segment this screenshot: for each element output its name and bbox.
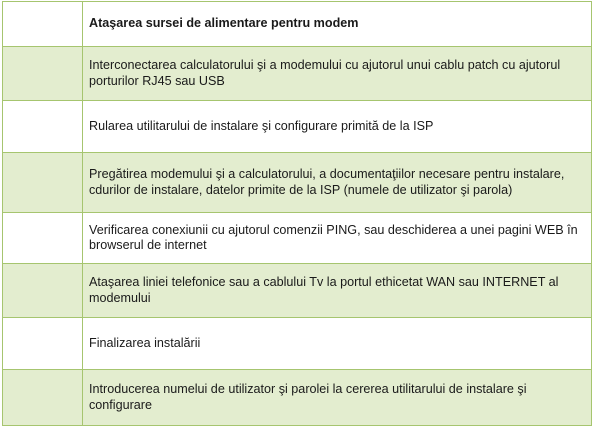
step-number-cell [3, 213, 83, 264]
step-text-cell: Interconectarea calculatorului şi a modemului cu ajutorul unui cablu patch cu ajutorul porturilor RJ45 sau USB [83, 47, 592, 101]
table-row [3, 264, 592, 318]
step-number-cell [3, 47, 83, 101]
table-row [3, 101, 592, 153]
step-text-cell: Pregătirea modemului şi a calculatorului, a documentaţiilor necesare pentru instalare, cdurilor de instalare, datelor primite de la ISP (numele de utilizator şi parola) [83, 153, 592, 213]
table-row [3, 213, 592, 264]
step-number-cell [3, 264, 83, 318]
table-row [3, 318, 592, 370]
table-row [3, 47, 592, 101]
step-number-cell [3, 153, 83, 213]
table-row [3, 153, 592, 213]
step-number-cell [3, 318, 83, 370]
step-text-cell: Verificarea conexiunii cu ajutorul comenzii PING, sau deschiderea a unei pagini WEB în browserul de internet [83, 213, 592, 264]
step-number-cell [3, 2, 83, 47]
step-number-cell [3, 370, 83, 426]
step-number-cell [3, 101, 83, 153]
step-text-cell: Finalizarea instalării [83, 318, 592, 370]
installation-steps-table [2, 1, 592, 426]
step-text-cell: Ataşarea liniei telefonice sau a cablului Tv la portul ethicetat WAN sau INTERNET al modemului [83, 264, 592, 318]
step-text-cell: Introducerea numelui de utilizator şi parolei la cererea utilitarului de instalare şi configurare [83, 370, 592, 426]
table-row [3, 370, 592, 426]
table-row [3, 2, 592, 47]
step-text-cell: Rularea utilitarului de instalare şi configurare primită de la ISP [83, 101, 592, 153]
step-text-cell: Ataşarea sursei de alimentare pentru modem [83, 2, 592, 47]
